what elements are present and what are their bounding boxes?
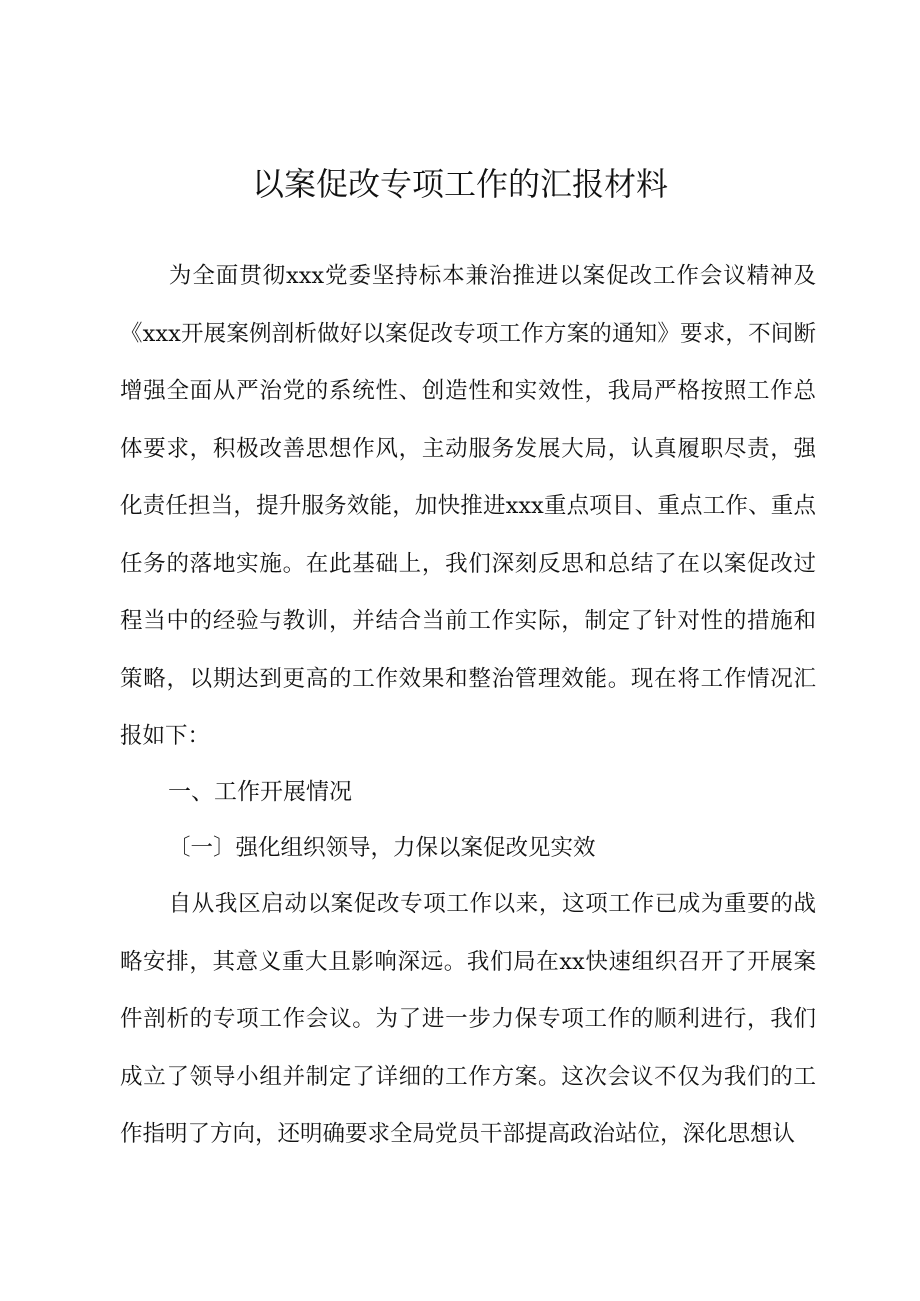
section-heading: 一、工作开展情况	[168, 779, 352, 805]
body-paragraph	[120, 876, 816, 1164]
intro-paragraph-text: 为全面贯彻xxx党委坚持标本兼治推进以案促改工作会议精神及《xxx开展案例剖析做好以案促改专项工作方案的通知》要求，不间断增强全面从严治党的系统性、创造性和实效性，我局严格按照工作总体要求，积极改善思想作风，主动服务发展大局，认真履职尽责，强化责任担当，提升服务效能，加快推进xxx重点项目、重点工作、重点任务的落地实施。在此基础上，我们深刻反思和总结了在以案促改过程当中的经验与教训，并结合当前工作实际，制定了针对性的措施和策略，以期达到更高的工作效果和整治管理效能。现在将工作情况汇报如下：	[120, 263, 816, 749]
intro-paragraph	[120, 248, 816, 766]
document-title: 以案促改专项工作的汇报材料	[251, 165, 668, 203]
body-paragraph-text: 自从我区启动以案促改专项工作以来，这项工作已成为重要的战略安排，其意义重大且影响深远。我们局在xx快速组织召开了开展案件剖析的专项工作会议。为了进一步力保专项工作的顺利进行，我们成立了领导小组并制定了详细的工作方案。这次会议不仅为我们的工作指明了方向，还明确要求全局党员干部提高政治站位，深化思想认	[120, 891, 816, 1147]
subsection-heading: 〔一〕强化组织领导，力保以案促改见实效	[168, 835, 596, 861]
